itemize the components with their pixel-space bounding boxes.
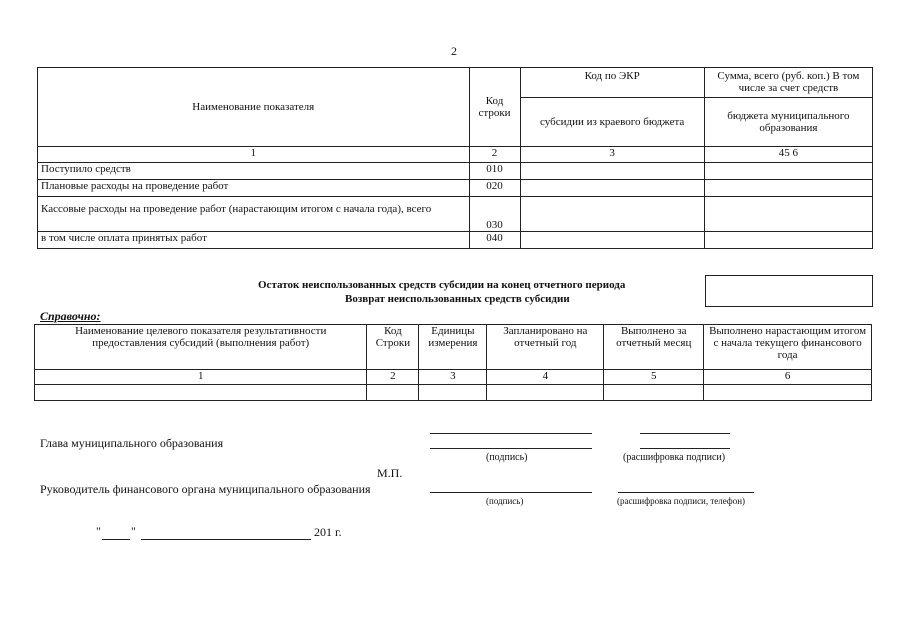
header-mun: бюджета муниципального образования [704,98,872,147]
date-year: 201 г. [314,525,342,539]
date-month-line [141,539,311,540]
colnum: 45 6 [704,147,872,163]
fin-decode-line [618,492,754,493]
date-quote-close: " [131,524,136,538]
ref-header-cumulative: Выполнено нарастающим итогом с начала текущего финансового года [704,325,872,370]
ref-colnum: 4 [487,370,604,385]
ref-header-planned: Запланировано на отчетный год [487,325,604,370]
ref-colnum: 2 [367,370,419,385]
table-row [38,197,873,232]
row-code: 020 [469,180,520,197]
head-label: Глава муниципального образования [40,436,224,450]
header-sum: Сумма, всего (руб. коп.) В том числе за счет средств [704,68,872,98]
fin-label: Руководитель финансового органа муниципального образования [40,482,371,496]
ref-colnum: 1 [35,370,367,385]
ref-header-name: Наименование целевого показателя результативности предоставления субсидий (выполнения работ) [35,325,367,370]
remainder-line1: Остаток неиспользованных средств субсидии на конец отчетного периода [258,279,626,291]
head-decode-line [640,448,730,449]
row-code: 010 [469,163,520,180]
reference-table [34,324,872,401]
date-day-line [102,539,130,540]
ref-header-unit: Единицы измерения [419,325,487,370]
table-row [38,163,873,180]
header-name: Наименование показателя [38,68,470,147]
row-name: Плановые расходы на проведение работ [38,180,470,197]
head-signature-line-top [430,433,592,434]
ref-header-code: Код Строки [367,325,419,370]
main-table [37,67,873,249]
row-name: Поступило средств [38,163,470,180]
row-name: в том числе оплата принятых работ [38,232,470,249]
ref-colnum: 6 [704,370,872,385]
colnum: 1 [38,147,470,163]
page-number: 2 [451,44,457,58]
signature-caption: (подпись) [486,452,528,463]
colnum: 2 [469,147,520,163]
table-row [38,232,873,249]
ref-colnum: 5 [604,370,704,385]
row-name: Кассовые расходы на проведение работ (нарастающим итогом с начала года), всего [38,197,470,232]
reference-title: Справочно: [40,309,101,323]
signature-caption-2: (подпись) [486,496,524,506]
stamp-label: М.П. [377,466,403,480]
header-ekr: Код по ЭКР [520,68,704,98]
head-decode-line-top [640,433,730,434]
remainder-line2: Возврат неиспользованных средств субсидии [345,293,570,305]
decode-caption: (расшифровка подписи) [623,452,726,463]
colnum: 3 [520,147,704,163]
decode-caption-2: (расшифровка подписи, телефон) [617,496,746,506]
date-quote-open: " [96,524,101,538]
row-code: 040 [469,232,520,249]
header-code: Код строки [469,68,520,147]
remainder-box [705,275,873,307]
head-signature-line [430,448,592,449]
table-row [35,385,872,401]
ref-header-month: Выполнено за отчетный месяц [604,325,704,370]
row-code: 030 [469,197,520,232]
table-row [38,180,873,197]
ref-colnum: 3 [419,370,487,385]
header-krai: субсидии из краевого бюджета [520,98,704,147]
fin-signature-line [430,492,592,493]
